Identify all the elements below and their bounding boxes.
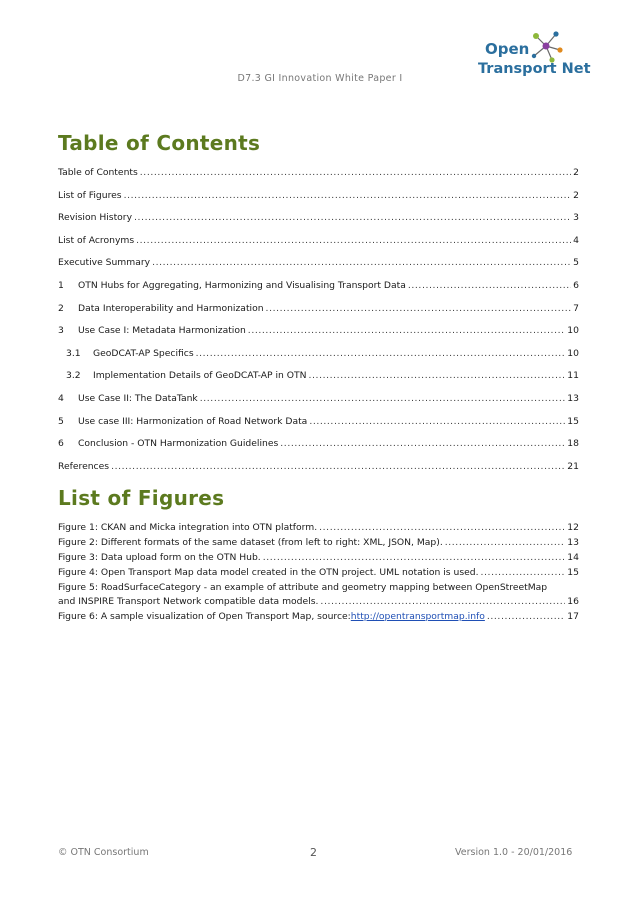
leader-dots [408,280,571,291]
leader-dots [263,552,566,563]
toc-entry-title: Use case III: Harmonization of Road Network Data [78,415,308,427]
lof-heading: List of Figures [58,486,225,510]
toc-entry[interactable] [58,167,579,178]
toc-entry-page: 3 [573,212,579,224]
figure-page: 16 [567,596,579,608]
leader-dots [196,348,566,359]
leader-dots [445,537,566,548]
figure-title: Figure 4: Open Transport Map data model created in the OTN project. UML notation is used. [58,566,479,578]
toc-entry[interactable] [58,235,579,246]
leader-dots [200,393,566,404]
figure-page: 17 [567,611,579,623]
toc-entry-number: 3 [58,325,64,337]
figure-title: Figure 6: A sample visualization of Open Transport Map, source: [58,611,351,623]
leader-dots [280,438,565,449]
toc-entry-title: Implementation Details of GeoDCAT-AP in OTN [93,370,307,382]
toc-entry-title: Table of Contents [58,167,138,178]
toc-entry-number: 2 [58,302,64,314]
source-link[interactable]: http://opentransportmap.info [350,611,485,623]
toc-entry[interactable] [58,461,579,472]
toc-entry[interactable] [58,393,579,404]
figure-page: 14 [567,551,579,563]
footer-version: Version 1.0 - 20/01/2016 [455,847,573,858]
figure-page: 12 [567,522,579,533]
toc-entry-title: List of Figures [58,189,122,201]
toc-entry-page: 4 [573,234,579,246]
leader-dots [309,370,566,381]
figure-entry-2[interactable] [58,537,579,548]
figure-page: 13 [567,536,579,548]
toc-entry-title: References [58,460,110,472]
toc-entry-number: 1 [58,279,64,291]
leader-dots [111,461,565,472]
toc-entry-page: 7 [573,302,579,314]
footer-page-number: 2 [310,846,317,859]
toc-entry-title: Data Interoperability and Harmonization [78,302,264,314]
toc-entry-page: 15 [567,415,579,427]
toc-entry-title: Executive Summary [58,257,151,269]
toc-entry-page: 18 [567,438,579,450]
toc-entry[interactable] [58,303,579,314]
figure-entry-4[interactable] [58,567,579,578]
toc-entry-title: Conclusion - OTN Harmonization Guidelines [78,438,279,450]
toc-entry[interactable] [58,348,579,359]
figure-title: Figure 3: Data upload form on the OTN Hub. [58,551,261,563]
leader-dots [487,611,565,622]
toc-entry-title: OTN Hubs for Aggregating, Harmonizing and Visualising Transport Data [78,279,406,291]
toc-entry[interactable] [58,370,579,381]
figure-page: 15 [567,566,579,578]
toc-entry[interactable] [58,438,579,449]
leader-dots [124,190,572,201]
document-title: D7.3 GI Innovation White Paper I [237,73,403,84]
logo-text-transport-net: Transport Net [478,61,591,77]
toc-entry-page: 2 [573,167,579,178]
toc-entry-number: 3.1 [66,347,81,359]
toc-entry-title: GeoDCAT-AP Specifics [93,347,194,359]
toc-entry-page: 11 [567,370,579,382]
toc-entry-page: 2 [573,189,579,201]
logo-text-open: Open [485,40,530,58]
figure-entry-6[interactable] [58,611,579,622]
leader-dots [319,522,565,533]
toc-entry-page: 13 [567,392,579,404]
table-of-contents [58,167,579,483]
figure-title: Figure 1: CKAN and Micka integration into OTN platform. [58,522,318,533]
list-of-figures [58,522,579,626]
toc-entry-page: 5 [573,257,579,269]
leader-dots [248,325,566,336]
toc-entry[interactable] [58,257,579,268]
toc-entry-title: Use Case II: The DataTank [78,392,198,404]
toc-entry-number: 6 [58,438,64,450]
footer-copyright: © OTN Consortium [58,847,149,858]
toc-entry-page: 10 [567,325,579,337]
figure-entry-1[interactable] [58,522,579,533]
leader-dots [136,235,571,246]
toc-entry[interactable] [58,325,579,336]
toc-entry[interactable] [58,416,579,427]
toc-entry-number: 4 [58,392,64,404]
figure-entry-3[interactable] [58,552,579,563]
toc-entry-title: Use Case I: Metadata Harmonization [78,325,246,337]
toc-entry-number: 3.2 [66,370,81,382]
toc-entry-page: 6 [573,279,579,291]
leader-dots [152,257,571,268]
figure-entry-5-line1[interactable]: Figure 5: RoadSurfaceCategory - an example of attribute and geometry mapping between OpenStreetMap [58,581,548,593]
toc-heading: Table of Contents [58,131,261,155]
toc-entry-title: List of Acronyms [58,234,135,246]
toc-entry[interactable] [58,190,579,201]
figure-entry-5-line2[interactable] [58,596,579,607]
leader-dots [140,167,571,178]
leader-dots [481,567,566,578]
leader-dots [134,212,571,223]
toc-entry[interactable] [58,280,579,291]
leader-dots [309,416,565,427]
figure-title: and INSPIRE Transport Network compatible data models. [58,596,319,608]
toc-entry[interactable] [58,212,579,223]
leader-dots [266,303,572,314]
toc-entry-page: 10 [567,347,579,359]
otn-logo [478,28,598,88]
toc-entry-title: Revision History [58,212,133,224]
figure-title: Figure 2: Different formats of the same dataset (from left to right: XML, JSON, Map). [58,536,443,548]
toc-entry-number: 5 [58,415,64,427]
leader-dots [320,596,565,607]
toc-entry-page: 21 [567,460,579,472]
